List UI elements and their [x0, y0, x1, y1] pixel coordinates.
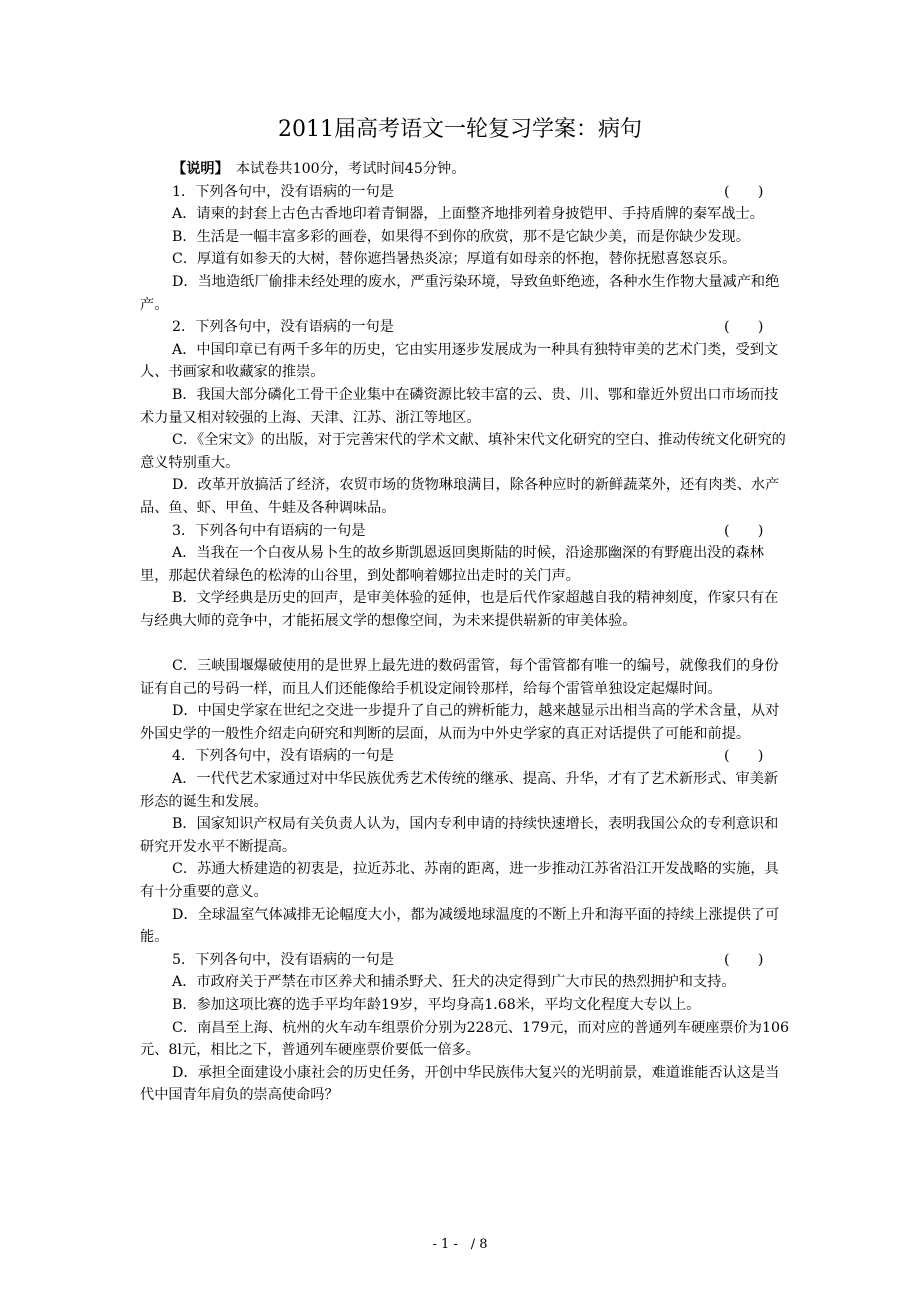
- question-1-option-a: A．请柬的封套上古色古香地印着青铜器，上面整齐地排列着身披铠甲、手持盾牌的秦军战士。: [172, 206, 764, 223]
- question-stem-text: 4．下列各句中，没有语病的一句是: [172, 748, 394, 765]
- question-4-option-c: C．苏通大桥建造的初衷是，拉近苏北、苏南的距离，进一步推动江苏省沿江开发战略的实施，具有十分重要的意义。: [140, 861, 779, 900]
- question-5-option-c: C．南昌至上海、杭州的火车动车组票价分别为228元、179元，而对应的普通列车硬座票价为106元、8l元，相比之下，普通列车硬座票价要低一倍多。: [140, 1019, 790, 1059]
- question-5-option-d: D．承担全面建设小康社会的历史任务，开创中华民族伟大复兴的光明前景，难道谁能否认这是当代中国青年肩负的崇高使命吗？: [140, 1064, 780, 1104]
- question-4-option-b: B．国家知识产权局有关负责人认为，国内专利申请的持续快速增长，表明我国公众的专利意识和研究开发水平不断提高。: [140, 816, 779, 855]
- paragraph-gap: [140, 632, 792, 655]
- question-1-option-d: D．当地造纸厂偷排未经处理的废水，严重污染环境，导致鱼虾绝迹，各种水生作物大量减产和绝产。: [140, 273, 780, 313]
- answer-bracket: ( ): [724, 522, 764, 539]
- question-stem-text: 2．下列各句中，没有语病的一句是: [172, 319, 394, 336]
- document-body: [140, 158, 792, 1107]
- intro-label: 【说明】: [172, 161, 222, 177]
- question-stem-text: 3．下列各句中有语病的一句是: [172, 522, 366, 539]
- intro-text: 本试卷共100分，考试时间45分钟。: [221, 161, 466, 177]
- question-3-option-b: B．文学经典是历史的回声，是审美体验的延伸，也是后代作家超越自我的精神刻度，作家只有在与经典大师的竞争中，才能拓展文学的想像空间，为未来提供崭新的审美体验。: [140, 590, 779, 629]
- answer-bracket: ( ): [724, 748, 764, 765]
- question-5-option-a: A．市政府关于严禁在市区养犬和捕杀野犬、狂犬的决定得到广大市民的热烈拥护和支持。: [172, 974, 736, 991]
- question-2-option-d: D．改革开放搞活了经济，农贸市场的货物琳琅满目，除各种应时的新鲜蔬菜外，还有肉类、水产品、鱼、虾、甲鱼、牛蛙及各种调味品。: [140, 477, 780, 516]
- question-3-stem: [140, 520, 792, 543]
- answer-bracket: ( ): [724, 319, 764, 336]
- question-2-option-a: A．中国印章已有两千多年的历史，它由实用逐步发展成为一种具有独特审美的艺术门类，受到文人、书画家和收藏家的推崇。: [140, 341, 779, 381]
- question-stem-text: 5．下列各句中，没有语病的一句是: [172, 951, 394, 968]
- question-2-option-b: B．我国大部分磷化工骨干企业集中在磷资源比较丰富的云、贵、川、鄂和靠近外贸出口市场而技术力量又相对较强的上海、天津、江苏、浙江等地区。: [140, 386, 779, 426]
- question-1-option-b: B．生活是一幅丰富多彩的画卷，如果得不到你的欣赏，那不是它缺少美，而是你缺少发现。: [172, 228, 750, 245]
- answer-bracket: ( ): [724, 951, 764, 968]
- document-title: 2011届高考语文一轮复习学案：病句: [278, 117, 642, 142]
- question-2-option-c: C．《全宋文》的出版，对于完善宋代的学术文献、填补宋代文化研究的空白、推动传统文化研究的意义特别重大。: [140, 432, 786, 471]
- question-3-option-a: A．当我在一个白夜从易卜生的故乡斯凯恩返回奥斯陆的时候，沿途那幽深的有野鹿出没的森林里，那起伏着绿色的松涛的山谷里，到处都响着娜拉出走时的关门声。: [140, 545, 764, 584]
- question-5-option-b: B．参加这项比赛的选手平均年龄19岁，平均身高1.68米，平均文化程度大专以上。: [172, 996, 701, 1013]
- question-5-stem: [140, 949, 792, 972]
- question-3-option-c: C．三峡围堰爆破使用的是世界上最先进的数码雷管，每个雷管都有唯一的编号，就像我们的身份证有自己的号码一样，而且人们还能像给手机设定闹铃那样，给每个雷管单独设定起爆时间。: [140, 658, 779, 697]
- question-2-stem: [140, 316, 792, 339]
- question-3-option-d: D．中国史学家在世纪之交进一步提升了自己的辨析能力，越来越显示出相当高的学术含量，从对外国史学的一般性介绍走向研究和判断的层面，从而为中外史学家的真正对话提供了可能和前提。: [140, 703, 780, 742]
- question-4-option-d: D．全球温室气体减排无论幅度大小，都为减缓地球温度的不断上升和海平面的持续上涨提供了可能。: [140, 906, 780, 946]
- question-4-option-a: A．一代代艺术家通过对中华民族优秀艺术传统的继承、提高、升华，才有了艺术新形式、审美新形态的诞生和发展。: [140, 771, 779, 810]
- question-1-stem: [140, 181, 792, 204]
- question-stem-text: 1．下列各句中，没有语病的一句是: [172, 183, 394, 200]
- intro-paragraph: [140, 158, 792, 181]
- question-4-stem: [140, 745, 792, 768]
- page-number: - 1 - / 8: [432, 1237, 488, 1252]
- answer-bracket: ( ): [724, 183, 764, 200]
- question-1-option-c: C．厚道有如参天的大树，替你遮挡暑热炎凉；厚道有如母亲的怀抱，替你抚慰喜怒哀乐。: [172, 251, 737, 268]
